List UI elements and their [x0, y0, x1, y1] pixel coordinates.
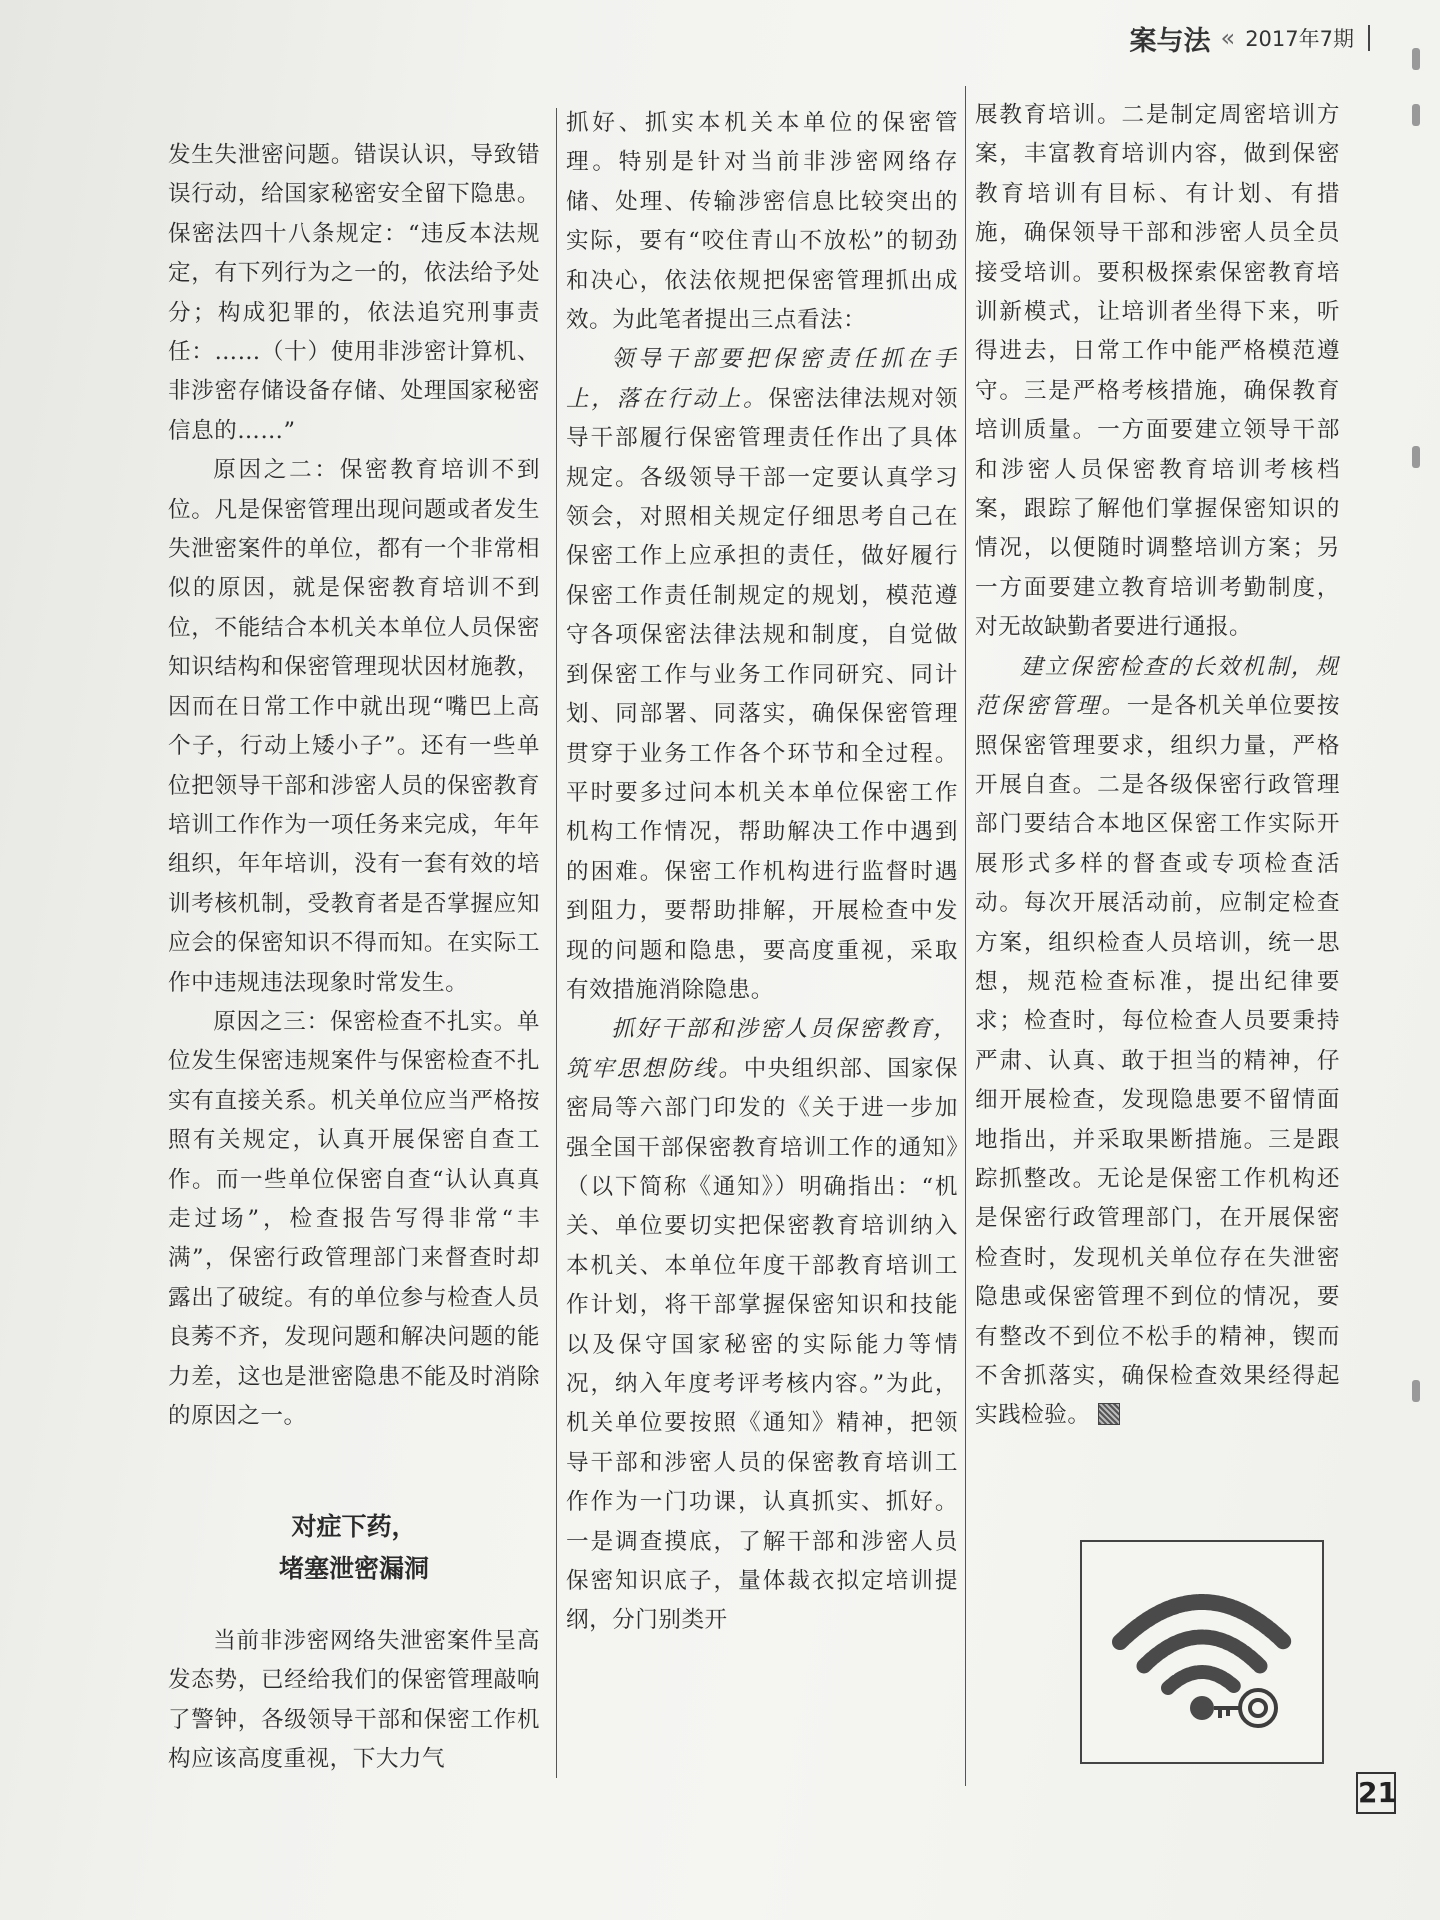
heading-line: 对症下药， — [291, 1512, 417, 1541]
binding-hole — [1412, 48, 1420, 70]
paragraph-body: 保密法律法规对领导干部履行保密管理责任作出了具体规定。各级领导干部一定要认真学习领会，对照相关规定仔细思考自己在保密工作上应承担的责任，做好履行保密工作责任制规定的规划，模范遵守各项保密法律法规和制度，自觉做到保密工作与业务工作同研究、同计划、同部署、同落实，确保保密管理贯穿于业务工作各个环节和全过程。平时要多过问本机关本单位保密工作机构工作情况，帮助解决工作中遇到的困难。保密工作机构进行监督时遇到阻力，要帮助排解，开展检查中发现的问题和隐患，要高度重视，采取有效措施消除隐患。 — [566, 385, 959, 1003]
paragraph: 原因之三：保密检查不扎实。单位发生保密违规案件与保密检查不扎实有直接关系。机关单位应当严格按照有关规定，认真开展保密自查工作。而一些单位保密自查“认认真真走过场”，检查报告写得非常“丰满”，保密行政管理部门来督查时却露出了破绽。有的单位参与检查人员良莠不齐，发现问题和解决问题的能力差，这也是泄密隐患不能及时消除的原因之一。 — [168, 1008, 540, 1429]
paragraph — [566, 340, 958, 1010]
column-1-continued — [168, 1622, 540, 1780]
column-3 — [975, 96, 1340, 1436]
binding-hole — [1412, 446, 1420, 468]
page-header — [1130, 14, 1371, 62]
paragraph-body: 中央组织部、国家保密局等六部门印发的《关于进一步加强全国干部保密教育培训工作的通知》（以下简称《通知》）明确指出：“机关、单位要切实把保密教育培训纳入本机关、本单位年度干部教育培训工作计划，将干部掌握保密知识和技能以及保守国家秘密的实际能力等情况，纳入年度考评考核内容。”为此，机关单位要按照《通知》精神，把领导干部和涉密人员的保密教育培训工作作为一门功课，认真抓实、抓好。一是调查摸底，了解干部和涉密人员保密知识底子，量体裁衣拟定培训提纲，分门别类开 — [566, 1055, 959, 1634]
paragraph — [975, 648, 1340, 1436]
header-divider — [1368, 25, 1370, 51]
end-mark-icon — [1098, 1403, 1120, 1425]
paragraph — [566, 1010, 958, 1641]
wifi-key-illustration — [1080, 1540, 1324, 1764]
section-title: 案与法 — [1129, 25, 1211, 57]
paragraph: 原因之二：保密教育培训不到位。凡是保密管理出现问题或者发生失泄密案件的单位，都有一个非常相似的原因，就是保密教育培训不到位，不能结合本机关本单位人员保密知识结构和保密管理现状因材施教，因而在日常工作中就出现“嘴巴上高个子，行动上矮小子”。还有一些单位把领导干部和涉密人员的保密教育培训工作作为一项任务来完成，年年组织，年年培训，没有一套有效的培训考核机制，受教育者是否掌握应知应会的保密知识不得而知。在实际工作中违规违法现象时常发生。 — [168, 457, 540, 996]
paragraph: 发生失泄密问题。错误认识，导致错误行动，给国家秘密安全留下隐患。保密法四十八条规定：“违反本法规定，有下列行为之一的，依法给予处分；构成犯罪的，依法追究刑事责任：……（十）使用非涉密计算机、非涉密存储设备存储、处理国家秘密信息的……” — [168, 142, 540, 444]
lead-phrase: 建立保密检查的长效机制，规范保密管理。 — [975, 653, 1340, 720]
heading-line: 堵塞泄密漏洞 — [278, 1554, 429, 1583]
section-heading — [168, 1506, 540, 1590]
page-number: 21 — [1356, 1772, 1396, 1814]
chevron-icon: « — [1220, 24, 1230, 52]
column-1 — [168, 136, 540, 1436]
lead-phrase: 领导干部要把保密责任抓在手上，落在行动上。 — [566, 346, 958, 412]
binding-hole — [1412, 104, 1420, 126]
wifi-key-icon — [1082, 1542, 1322, 1762]
paragraph: 当前非涉密网络失泄密案件呈高发态势，已经给我们的保密管理敲响了警钟，各级领导干部和保密工作机构应该高度重视，下大力气 — [168, 1628, 540, 1773]
column-divider — [965, 86, 966, 1786]
paragraph: 抓好、抓实本机关本单位的保密管理。特别是针对当前非涉密网络存储、处理、传输涉密信息比较突出的实际，要有“咬住青山不放松”的韧劲和决心，依法依规把保密管理抓出成效。为此笔者提出三点看法： — [566, 110, 958, 334]
binding-hole — [1412, 1380, 1420, 1402]
paragraph: 展教育培训。二是制定周密培训方案，丰富教育培训内容，做到保密教育培训有目标、有计划、有措施，确保领导干部和涉密人员全员接受培训。要积极探索保密教育培训新模式，让培训者坐得下来，听得进去，日常工作中能严格模范遵守。三是严格考核措施，确保教育培训质量。一方面要建立领导干部和涉密人员保密教育培训考核档案，跟踪了解他们掌握保密知识的情况，以便随时调整培训方案；另一方面要建立教育培训考勤制度，对无故缺勤者要进行通报。 — [975, 102, 1340, 641]
paragraph-body: 一是各机关单位要按照保密管理要求，组织力量，严格开展自查。二是各级保密行政管理部门要结合本地区保密工作实际开展形式多样的督查或专项检查活动。每次开展活动前，应制定检查方案，组织检查人员培训，统一思想，规范检查标准，提出纪律要求；检查时，每位检查人员要秉持严肃、认真、敢于担当的精神，仔细开展检查，发现隐患要不留情面地指出，并采取果断措施。三是跟踪抓整改。无论是保密工作机构还是保密行政管理部门，在开展保密检查时，发现机关单位存在失泄密隐患或保密管理不到位的情况，要有整改不到位不松手的精神，锲而不舍抓落实，确保检查效果经得起实践检验。 — [975, 693, 1341, 1429]
column-2 — [566, 104, 958, 1641]
issue-label: 2017年7期 — [1245, 27, 1354, 51]
lead-phrase: 抓好干部和涉密人员保密教育，筑牢思想防线。 — [566, 1016, 958, 1082]
column-divider — [556, 108, 557, 1778]
